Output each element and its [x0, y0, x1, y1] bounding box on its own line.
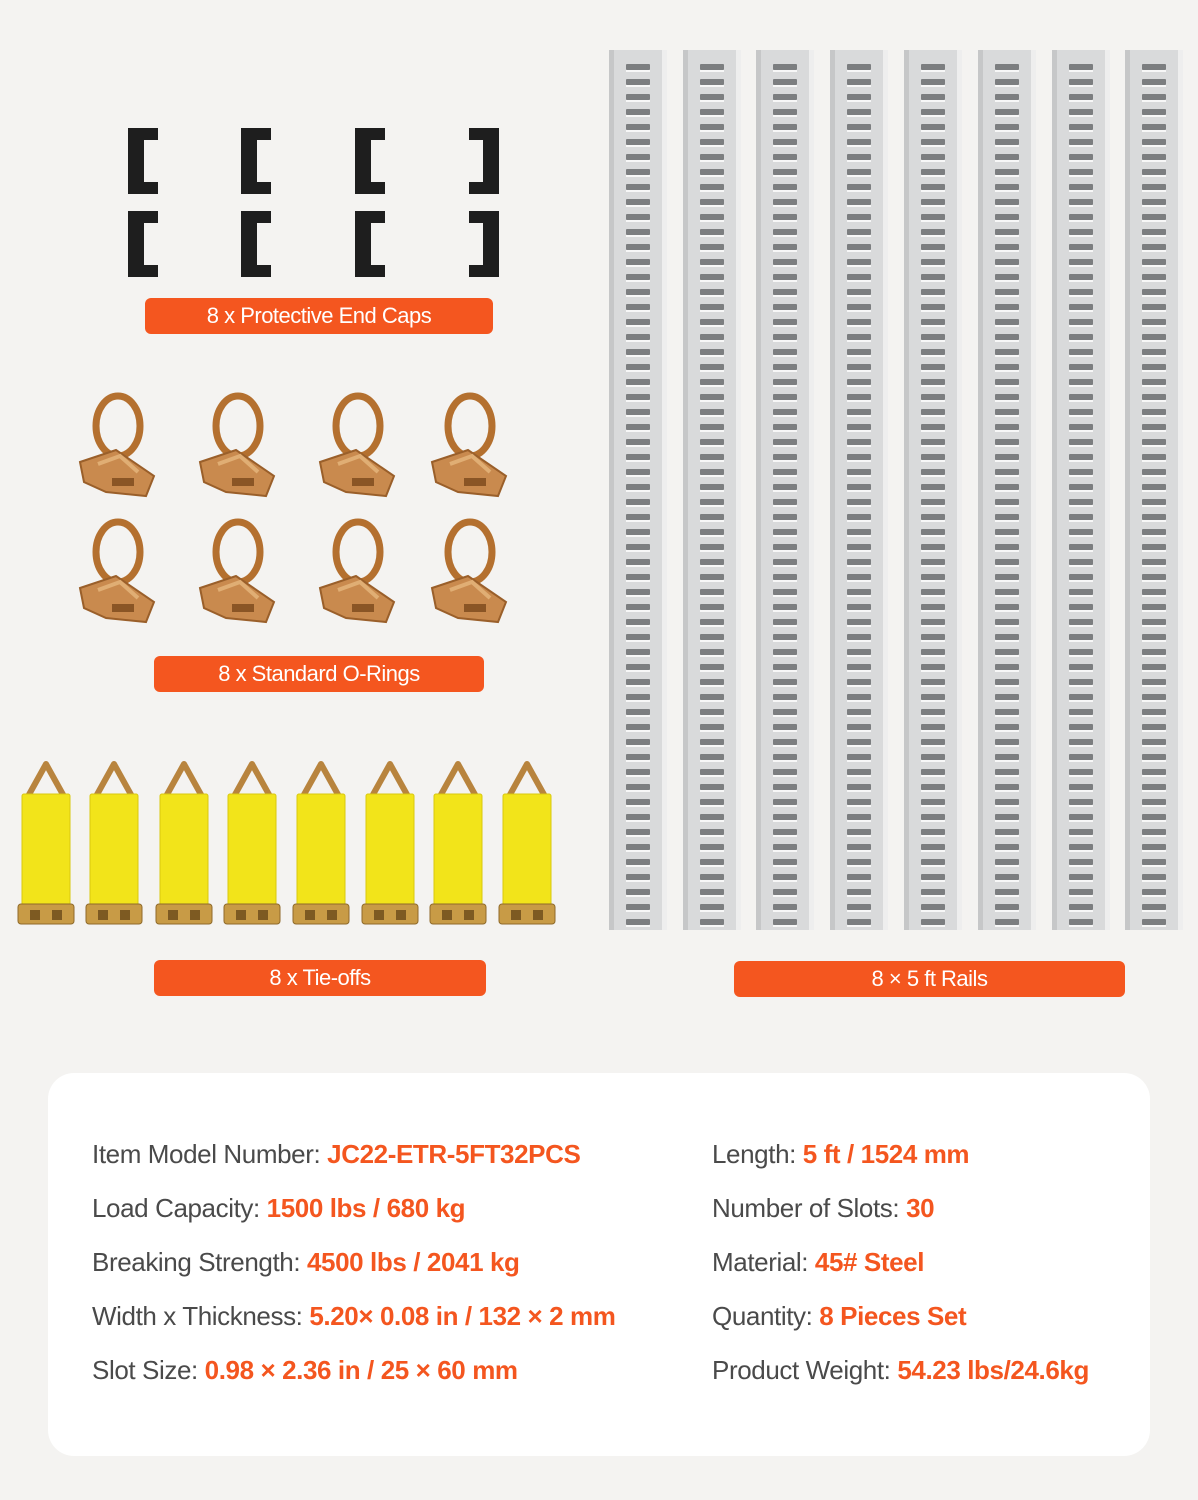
- spec-value: 5 ft / 1524 mm: [802, 1139, 970, 1169]
- rail-icon: [1052, 50, 1110, 930]
- spec-value: 8 Pieces Set: [819, 1301, 967, 1331]
- rail-icon: [756, 50, 814, 930]
- spec-key: Length:: [712, 1139, 803, 1169]
- tie-offs-label: 8 x Tie-offs: [154, 960, 486, 996]
- spec-key: Product Weight:: [712, 1355, 898, 1385]
- spec-key: Width x Thickness:: [92, 1301, 310, 1331]
- rail-icon: [1125, 50, 1183, 930]
- spec-value: 1500 lbs / 680 kg: [266, 1193, 466, 1223]
- spec-value: 0.98 × 2.36 in / 25 × 60 mm: [204, 1355, 518, 1385]
- spec-row: [712, 1301, 966, 1332]
- rails-label: 8 × 5 ft Rails: [734, 961, 1125, 997]
- end-caps-label: 8 x Protective End Caps: [145, 298, 493, 334]
- spec-key: Load Capacity:: [92, 1193, 267, 1223]
- rail-icon: [978, 50, 1036, 930]
- o-rings-label: 8 x Standard O-Rings: [154, 656, 484, 692]
- spec-row: [92, 1247, 520, 1278]
- spec-card: [48, 1073, 1150, 1456]
- spec-row: [92, 1193, 465, 1224]
- spec-row: [712, 1193, 934, 1224]
- spec-row: [712, 1139, 969, 1170]
- spec-key: Number of Slots:: [712, 1193, 907, 1223]
- spec-value: 4500 lbs / 2041 kg: [306, 1247, 520, 1277]
- spec-key: Breaking Strength:: [92, 1247, 307, 1277]
- spec-row: [92, 1139, 580, 1170]
- spec-row: [712, 1247, 924, 1278]
- spec-value: 30: [906, 1193, 935, 1223]
- spec-value: JC22-ETR-5FT32PCS: [327, 1139, 581, 1169]
- rail-icon: [904, 50, 962, 930]
- rail-icon: [830, 50, 888, 930]
- spec-key: Material:: [712, 1247, 815, 1277]
- spec-value: 54.23 lbs/24.6kg: [897, 1355, 1089, 1385]
- spec-key: Slot Size:: [92, 1355, 205, 1385]
- spec-value: 45# Steel: [814, 1247, 925, 1277]
- spec-key: Item Model Number:: [92, 1139, 328, 1169]
- rail-icon: [609, 50, 667, 930]
- spec-row: [92, 1301, 615, 1332]
- spec-row: [712, 1355, 1089, 1386]
- spec-key: Quantity:: [712, 1301, 820, 1331]
- spec-row: [92, 1355, 518, 1386]
- spec-value: 5.20× 0.08 in / 132 × 2 mm: [309, 1301, 616, 1331]
- rail-icon: [683, 50, 741, 930]
